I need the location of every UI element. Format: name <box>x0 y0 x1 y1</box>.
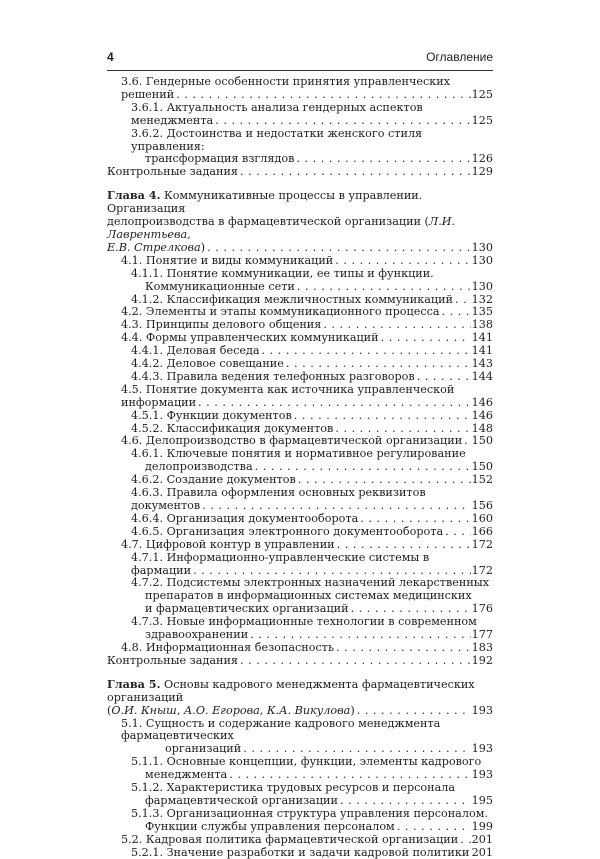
toc-entry-title: препаратов в информационных системах медицинских <box>145 589 472 602</box>
chapter-label: Глава 4. <box>107 188 160 202</box>
toc-entry-title: 4.1.1. Понятие коммуникации, ее типы и функции. <box>131 267 434 280</box>
toc-page-number: 129 <box>471 166 493 179</box>
chapter-authors: Е.В. Стрелкова <box>107 242 201 254</box>
toc-entry-title: 3.6.1. Актуальность анализа гендерных аспектов менеджмента <box>131 102 423 127</box>
toc-entry-title: 5.1. Сущность и содержание кадрового менеджмента фармацевтических <box>121 717 440 743</box>
toc-entry[interactable] <box>107 616 493 629</box>
toc-entry[interactable] <box>107 153 493 166</box>
toc-entry-title: 4.5. Понятие документа как источника управленческой информации <box>121 384 454 409</box>
toc-entry[interactable] <box>107 281 493 294</box>
toc-page-number: 125 <box>471 89 493 102</box>
toc-page-number: 176 <box>471 603 493 616</box>
toc-entry-title: 3.6. Гендерные особенности принятия управленческих решений <box>121 76 450 101</box>
toc-entry[interactable] <box>107 552 493 578</box>
toc-entry-title: 4.6.1. Ключевые понятия и нормативное регулирование <box>131 447 466 460</box>
toc-entry[interactable] <box>107 76 493 102</box>
toc-entry[interactable] <box>107 642 493 655</box>
toc-entry-title: 5.2. Кадровая политика фармацевтической организации <box>121 834 458 846</box>
toc-section-3-tail <box>107 76 493 179</box>
toc-page-number: 125 <box>471 115 493 128</box>
toc-entry-title: 5.1.3. Организационная структура управления персоналом. <box>131 807 488 820</box>
toc-page-number: 201 <box>471 834 493 847</box>
toc-entry-title: 5.1.1. Основные концепции, функции, элементы кадрового <box>131 755 481 768</box>
toc-page-number: 130 <box>471 281 493 294</box>
page-number: 4 <box>107 50 114 64</box>
toc-entry-title: 5.1.2. Характеристика трудовых ресурсов и персонала <box>131 781 455 794</box>
toc-page-number: 138 <box>471 319 493 332</box>
toc-page-number: 156 <box>471 500 493 513</box>
toc-entry[interactable] <box>107 306 493 319</box>
toc-chapter-4 <box>107 255 493 668</box>
toc-entry[interactable] <box>107 128 493 154</box>
toc-entry-title: здравоохранении <box>145 629 248 641</box>
toc-entry[interactable] <box>107 795 493 808</box>
toc-entry-title: 4.6.2. Создание документов <box>131 474 296 486</box>
chapter-4-authors-line[interactable]: Е.В. Стрелкова) . . . 130 <box>107 242 493 255</box>
toc-entry[interactable] <box>107 590 493 603</box>
toc-entry[interactable] <box>107 166 493 179</box>
toc-page-number: 172 <box>471 565 493 578</box>
toc-entry-title: и фармацевтических организаций <box>145 603 349 615</box>
toc-page-number: 152 <box>471 474 493 487</box>
toc-entry[interactable] <box>107 332 493 345</box>
toc-page-number: 146 <box>471 397 493 410</box>
toc-page-number: 193 <box>471 743 493 756</box>
toc-entry-title: 4.8. Информационная безопасность <box>121 642 334 654</box>
toc-entry-title: 4.2. Элементы и этапы коммуникационного процесса <box>121 306 440 318</box>
chapter-4-heading[interactable] <box>107 189 493 216</box>
toc-entry[interactable] <box>107 821 493 834</box>
toc-page-number: 150 <box>471 435 493 448</box>
chapter-4-heading-cont: делопроизводства в фармацевтической организации (Л.И. Лаврентьева, <box>107 216 493 242</box>
toc-entry[interactable] <box>107 655 493 668</box>
toc-entry[interactable] <box>107 718 493 744</box>
toc-entry[interactable] <box>107 808 493 821</box>
toc-page-number: 193 <box>471 705 493 718</box>
chapter-title: Основы кадрового менеджмента фармацевтических организаций <box>107 678 475 704</box>
toc-entry-title: 4.4.1. Деловая беседа <box>131 345 260 357</box>
toc-entry-title: 4.7. Цифровой контур в управлении <box>121 539 335 551</box>
toc-page-number: 135 <box>471 306 493 319</box>
toc-page-number: 160 <box>471 513 493 526</box>
toc-entry-title: Функции службы управления персоналом <box>145 821 395 833</box>
toc-entry[interactable] <box>107 539 493 552</box>
running-title: Оглавление <box>426 50 493 64</box>
toc-entry-title: 4.4.3. Правила ведения телефонных разговоров <box>131 371 415 383</box>
toc-page-number: 199 <box>471 821 493 834</box>
toc-entry[interactable] <box>107 384 493 410</box>
chapter-authors: О.И. Кныш, А.О. Егорова, К.А. Викулова <box>111 705 350 717</box>
toc-entry-title: делопроизводства <box>145 461 253 473</box>
toc-page-number: 144 <box>471 371 493 384</box>
toc-entry[interactable] <box>107 358 493 371</box>
toc-entry-title: 4.5.1. Функции документов <box>131 410 292 422</box>
toc-page-number: 201 <box>471 847 493 859</box>
toc-entry-title: 4.1. Понятие и виды коммуникаций <box>121 255 333 267</box>
toc-page-number: 126 <box>471 153 493 166</box>
toc-entry[interactable] <box>107 423 493 436</box>
toc-entry[interactable] <box>107 461 493 474</box>
toc-entry-title: трансформация взглядов <box>145 153 294 165</box>
toc-entry[interactable] <box>107 102 493 128</box>
toc-page-number: 141 <box>471 345 493 358</box>
toc-page-number: 183 <box>471 642 493 655</box>
table-of-contents <box>107 76 493 859</box>
toc-entry-title: 4.1.2. Классификация межличностных коммуникаций <box>131 294 453 306</box>
toc-entry[interactable] <box>107 756 493 769</box>
toc-entry[interactable] <box>107 782 493 795</box>
toc-entry-title: 4.6.5. Организация электронного документооборота <box>131 526 443 538</box>
toc-entry[interactable] <box>107 487 493 513</box>
toc-entry-title: 5.2.1. Значение разработки и задачи кадровой политики <box>131 847 469 859</box>
toc-chapter-5 <box>107 718 493 859</box>
toc-entry-title: 4.6.4. Организация документооборота <box>131 513 358 525</box>
toc-entry-title: организаций <box>165 743 241 755</box>
toc-entry-title: 4.3. Принципы делового общения <box>121 319 321 331</box>
toc-entry[interactable] <box>107 255 493 268</box>
toc-entry-title: фармацевтической организации <box>145 795 338 807</box>
toc-entry-title: 4.6. Делопроизводство в фармацевтической организации <box>121 435 462 447</box>
toc-page-number: 195 <box>471 795 493 808</box>
toc-page-number: 192 <box>471 655 493 668</box>
toc-page-number: 141 <box>471 332 493 345</box>
toc-entry-title: 3.6.2. Достоинства и недостатки женского стиля управления: <box>131 127 422 153</box>
toc-entry[interactable] <box>107 448 493 461</box>
toc-page-number: 130 <box>471 255 493 268</box>
toc-entry[interactable] <box>107 319 493 332</box>
toc-entry-title: 4.6.3. Правила оформления основных реквизитов документов <box>131 487 426 512</box>
toc-entry[interactable] <box>107 371 493 384</box>
toc-page-number: 172 <box>471 539 493 552</box>
toc-entry[interactable] <box>107 474 493 487</box>
toc-entry[interactable] <box>107 513 493 526</box>
toc-entry-title: 4.4.2. Деловое совещание <box>131 358 284 370</box>
toc-page-number: 148 <box>471 423 493 436</box>
toc-entry-title: Контрольные задания <box>107 166 238 178</box>
toc-entry-title: Коммуникационные сети <box>145 281 295 293</box>
toc-entry[interactable] <box>107 410 493 423</box>
toc-entry[interactable] <box>107 834 493 847</box>
toc-page-number: 146 <box>471 410 493 423</box>
toc-entry-title: 4.7.1. Информационно-управленческие системы в фармации <box>131 552 429 577</box>
toc-page-number: 143 <box>471 358 493 371</box>
toc-page-number: 150 <box>471 461 493 474</box>
toc-entry-title: 4.7.2. Подсистемы электронных назначений лекарственных <box>131 576 489 589</box>
toc-entry-title: 4.5.2. Классификация документов <box>131 423 333 435</box>
chapter-5-heading[interactable] <box>107 678 493 705</box>
toc-page-number: 130 <box>471 242 493 255</box>
toc-entry-title: менеджмента <box>145 769 227 781</box>
toc-page-number: 166 <box>471 526 493 539</box>
toc-entry-title: Контрольные задания <box>107 655 238 667</box>
toc-entry[interactable] <box>107 345 493 358</box>
toc-entry-title: 4.4. Формы управленческих коммуникаций <box>121 332 379 344</box>
toc-page-number: 177 <box>471 629 493 642</box>
toc-page-number: 132 <box>471 294 493 307</box>
toc-page-number: 193 <box>471 769 493 782</box>
chapter-authors: Л.И. Лаврентьева, <box>107 215 455 241</box>
chapter-label: Глава 5. <box>107 677 160 691</box>
chapter-5-authors-line[interactable]: (О.И. Кныш, А.О. Егорова, К.А. Викулова) . . . 193 <box>107 705 493 718</box>
toc-entry[interactable] <box>107 847 493 859</box>
toc-entry[interactable] <box>107 526 493 539</box>
toc-entry[interactable] <box>107 629 493 642</box>
toc-entry[interactable] <box>107 294 493 307</box>
toc-entry-title: 4.7.3. Новые информационные технологии в современном <box>131 615 477 628</box>
page-header <box>107 48 493 71</box>
toc-entry[interactable] <box>107 268 493 281</box>
chapter-title: Коммуникативные процессы в управлении. Организация <box>107 189 422 215</box>
